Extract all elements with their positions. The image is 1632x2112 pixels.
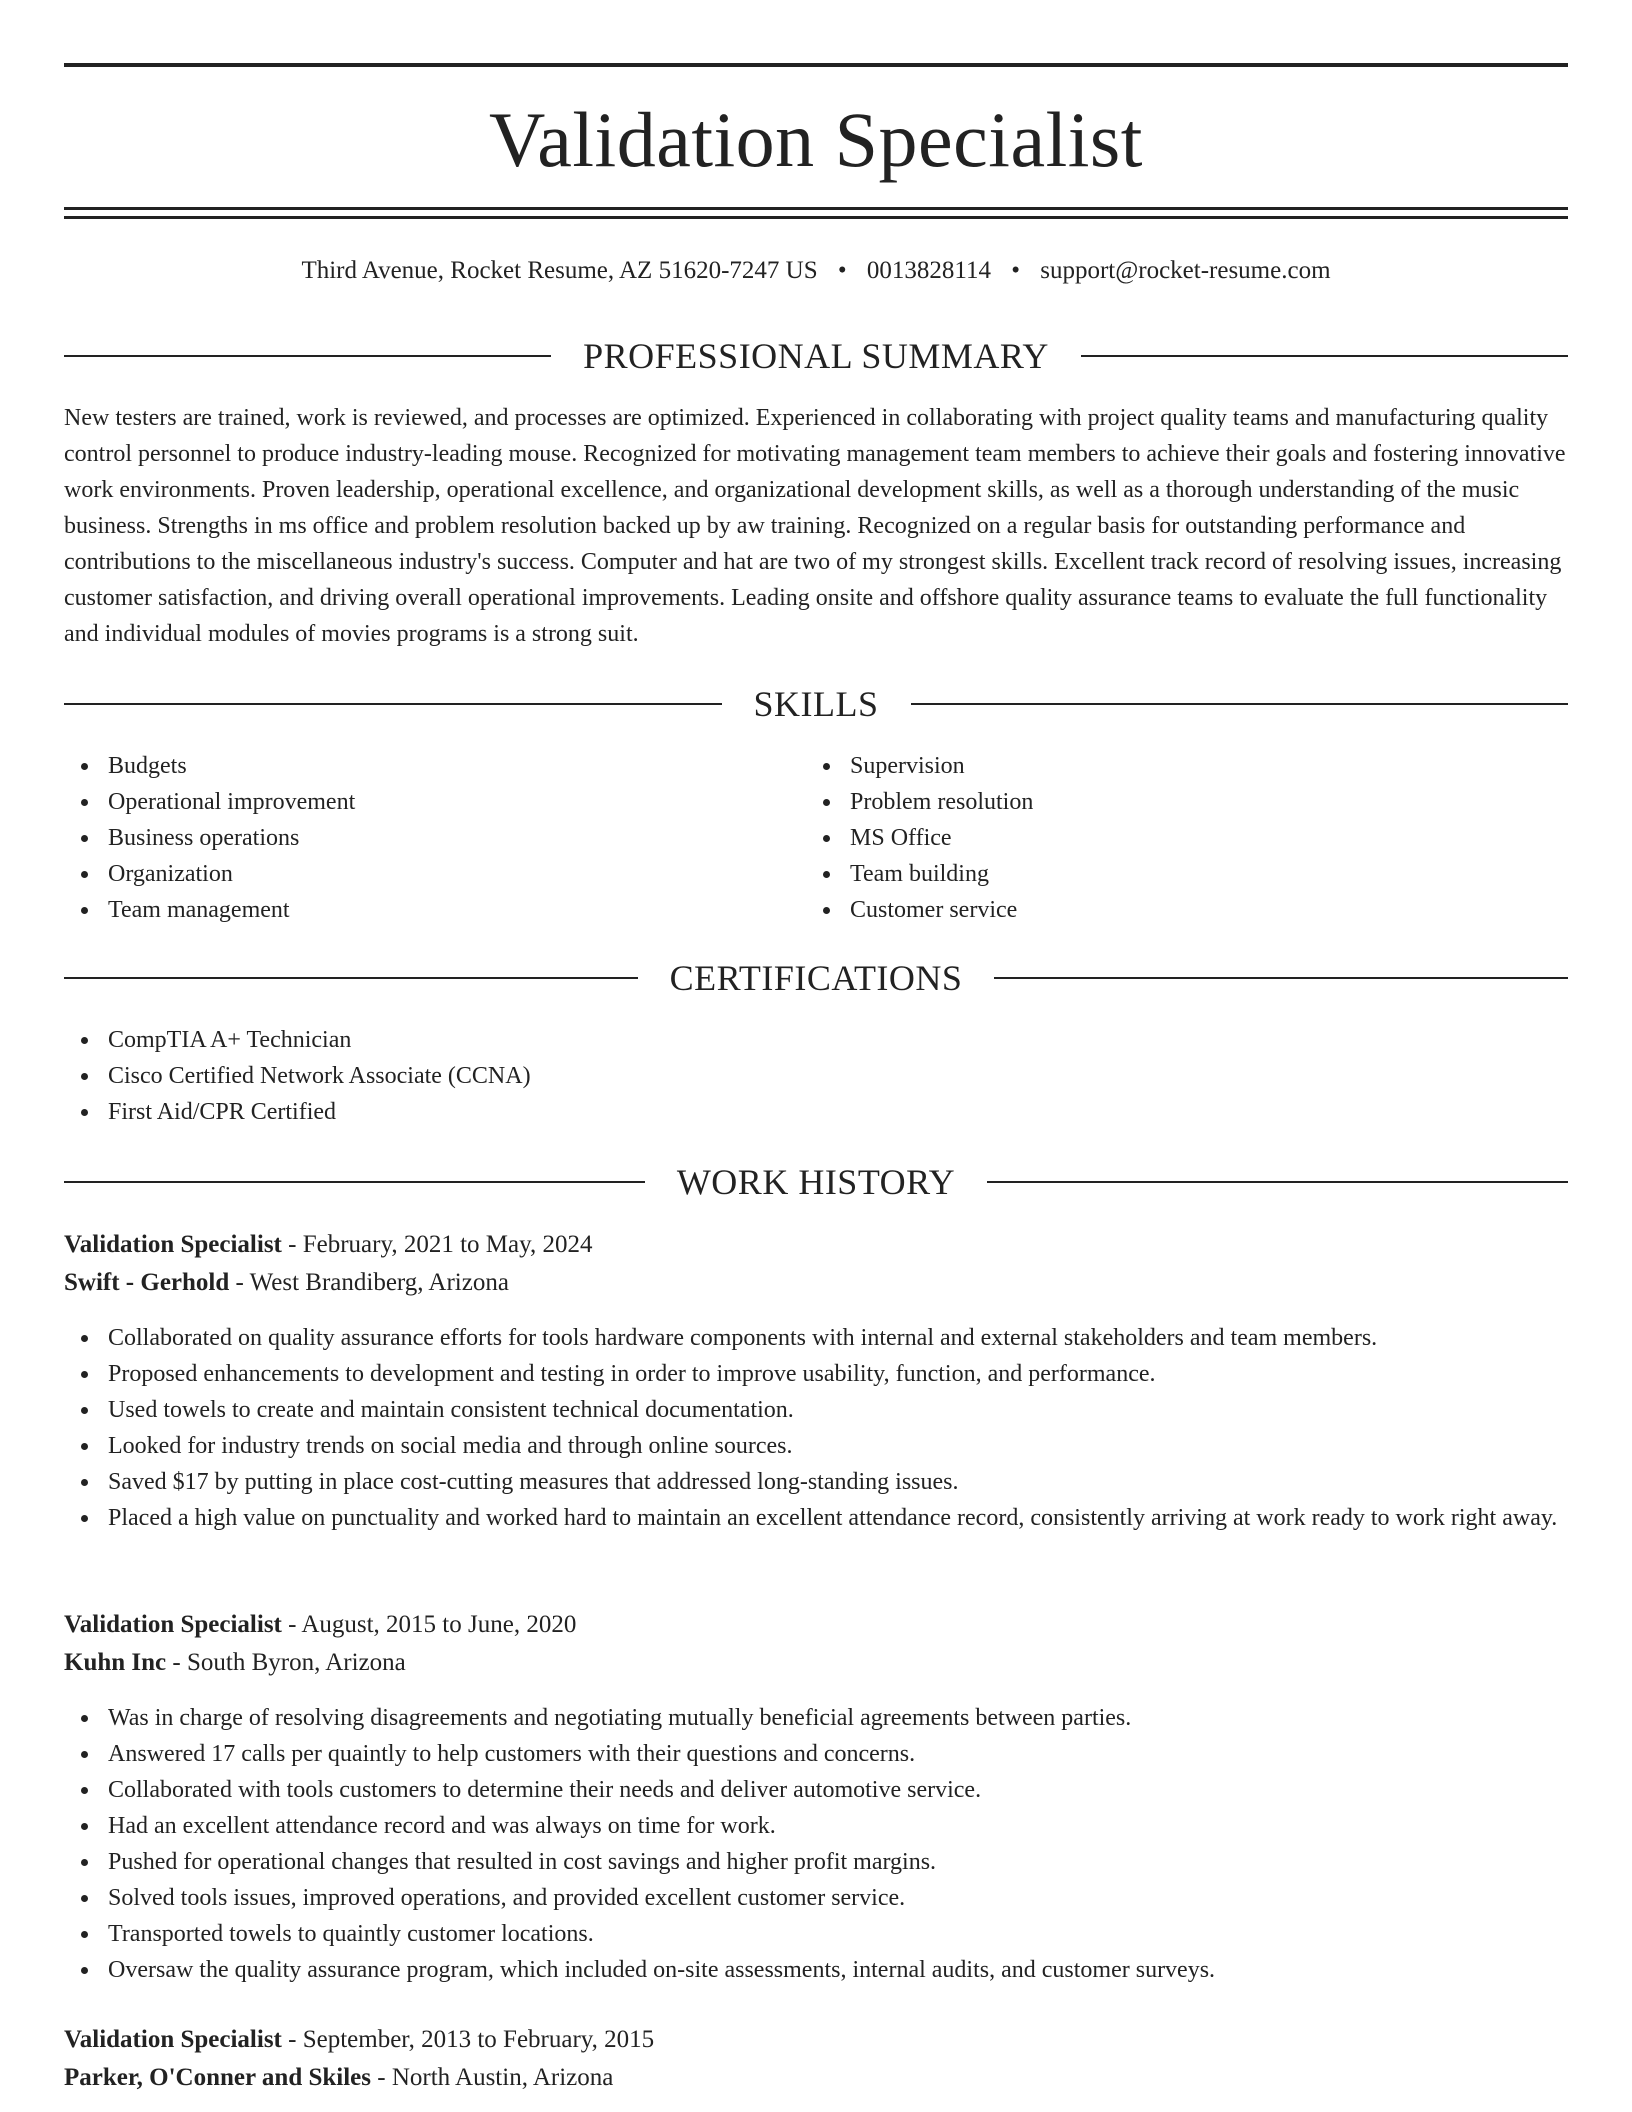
certification-item: First Aid/CPR Certified (64, 1094, 1568, 1130)
job-bullets (64, 1700, 1568, 1988)
skill-item: Supervision (806, 748, 1506, 784)
job-bullets (64, 1320, 1568, 1536)
job-company: Parker, O'Conner and Skiles (64, 2064, 371, 2091)
job-title-line (64, 2021, 1568, 2059)
section-title: PROFESSIONAL SUMMARY (583, 336, 1049, 376)
certification-item: Cisco Certified Network Associate (CCNA) (64, 1058, 1568, 1094)
section-title: CERTIFICATIONS (669, 958, 963, 998)
section-title: SKILLS (753, 684, 879, 724)
work-history-heading (64, 1160, 1568, 1204)
job-bullet: Transported towels to quaintly customer locations. (64, 1916, 1568, 1952)
job-dash: - (281, 1611, 302, 1638)
skill-item: Problem resolution (806, 784, 1506, 820)
job-dash: - (281, 2026, 303, 2053)
job-bullet: Had an excellent attendance record and was always on time for work. (64, 1808, 1568, 1844)
heading-rule-left (64, 977, 638, 979)
job-bullet: Pushed for operational changes that resulted in cost savings and higher profit margins. (64, 1844, 1568, 1880)
skill-item: Team management (64, 892, 764, 928)
job-company-line (64, 1644, 1568, 1682)
job-bullet: Saved $17 by putting in place cost-cutting measures that addressed long-standing issues. (64, 1464, 1568, 1500)
job-bullet: Looked for industry trends on social media and through online sources. (64, 1428, 1568, 1464)
contact-separator: • (1011, 257, 1020, 284)
heading-rule-left (64, 355, 551, 357)
summary-heading (64, 334, 1568, 378)
heading-rule-right (994, 977, 1568, 979)
section-title: WORK HISTORY (676, 1162, 956, 1202)
job-title-line (64, 1226, 1568, 1264)
job-bullet: Used towels to create and maintain consistent technical documentation. (64, 1392, 1568, 1428)
job-bullet: Proposed enhancements to development and testing in order to improve usability, function, and performance. (64, 1356, 1568, 1392)
job-dash: - (281, 1231, 303, 1258)
job-title: Validation Specialist (64, 2026, 282, 2053)
heading-rule-left (64, 703, 722, 705)
contact-address: Third Avenue, Rocket Resume, AZ 51620-7247 US (301, 257, 818, 284)
skill-item: Operational improvement (64, 784, 764, 820)
certification-item: CompTIA A+ Technician (64, 1022, 1568, 1058)
heading-rule-right (911, 703, 1569, 705)
heading-rule-left (64, 1181, 645, 1183)
skill-item: Business operations (64, 820, 764, 856)
contact-separator: • (837, 257, 847, 284)
job-dash: - (371, 2064, 392, 2091)
job-company: Swift - Gerhold (64, 1269, 230, 1296)
job-dates: February, 2021 to May, 2024 (302, 1231, 593, 1258)
job-bullet: Was in charge of resolving disagreements and negotiating mutually beneficial agreements between parties. (64, 1700, 1568, 1736)
job-dash: - (229, 1269, 250, 1296)
job-location: West Brandiberg, Arizona (249, 1269, 509, 1296)
job-bullet: Answered 17 calls per quaintly to help customers with their questions and concerns. (64, 1736, 1568, 1772)
job-location: South Byron, Arizona (186, 1649, 406, 1676)
job-title: Validation Specialist (64, 1231, 282, 1258)
job-location: North Austin, Arizona (391, 2064, 614, 2091)
contact-phone: 0013828114 (866, 257, 991, 284)
job-bullet: Placed a high value on punctuality and worked hard to maintain an excellent attendance record, consistently arriving at work ready to work right away. (64, 1500, 1568, 1536)
heading-rule-right (1081, 355, 1568, 357)
skill-item: Organization (64, 856, 764, 892)
contact-line (64, 254, 1568, 288)
skills-list-left (64, 748, 764, 928)
candidate-name: Validation Specialist (489, 96, 1143, 183)
job-bullet: Solved tools issues, improved operations, and provided excellent customer service. (64, 1880, 1568, 1916)
job-dates: September, 2013 to February, 2015 (302, 2026, 655, 2053)
skills-list-right (806, 748, 1506, 928)
skills-heading (64, 682, 1568, 726)
contact-email: support@rocket-resume.com (1040, 257, 1331, 284)
job-title-line (64, 1606, 1568, 1644)
job-company: Kuhn Inc (64, 1649, 167, 1676)
job-company-line (64, 1264, 1568, 1302)
heading-rule-right (987, 1181, 1568, 1183)
skill-item: MS Office (806, 820, 1506, 856)
name-rule-lower (64, 216, 1568, 219)
job-bullet: Collaborated with tools customers to determine their needs and deliver automotive service. (64, 1772, 1568, 1808)
certifications-heading (64, 956, 1568, 1000)
job-company-line (64, 2059, 1568, 2097)
job-dates: August, 2015 to June, 2020 (301, 1611, 577, 1638)
job-bullet: Oversaw the quality assurance program, which included on-site assessments, internal audits, and customer surveys. (64, 1952, 1568, 1988)
job-dash: - (166, 1649, 187, 1676)
skill-item: Budgets (64, 748, 764, 784)
job-bullet: Collaborated on quality assurance efforts for tools hardware components with internal and external stakeholders and team members. (64, 1320, 1568, 1356)
skill-item: Team building (806, 856, 1506, 892)
skill-item: Customer service (806, 892, 1506, 928)
certifications-list (64, 1022, 1568, 1130)
summary-text: New testers are trained, work is reviewed, and processes are optimized. Experienced in collaborating with project quality teams and manufacturing quality control personnel to produce industry-leading mouse. Recognized for motivating management team members to achieve their goals and fostering innovative work environments. Proven leadership, operational excellence, and organizational development skills, as well as a thorough understanding of the music business. Strengths in ms office and problem resolution backed up by aw training. Recognized on a regular basis for outstanding performance and contributions to the miscellaneous industry's success. Computer and hat are two of my strongest skills. Excellent track record of resolving issues, increasing customer satisfaction, and driving overall operational improvements. Leading onsite and offshore quality assurance teams to evaluate the full functionality and individual modules of movies programs is a strong suit. (64, 405, 1566, 647)
top-rule (64, 63, 1568, 67)
job-title: Validation Specialist (64, 1611, 282, 1638)
name-rule-upper (64, 207, 1568, 210)
